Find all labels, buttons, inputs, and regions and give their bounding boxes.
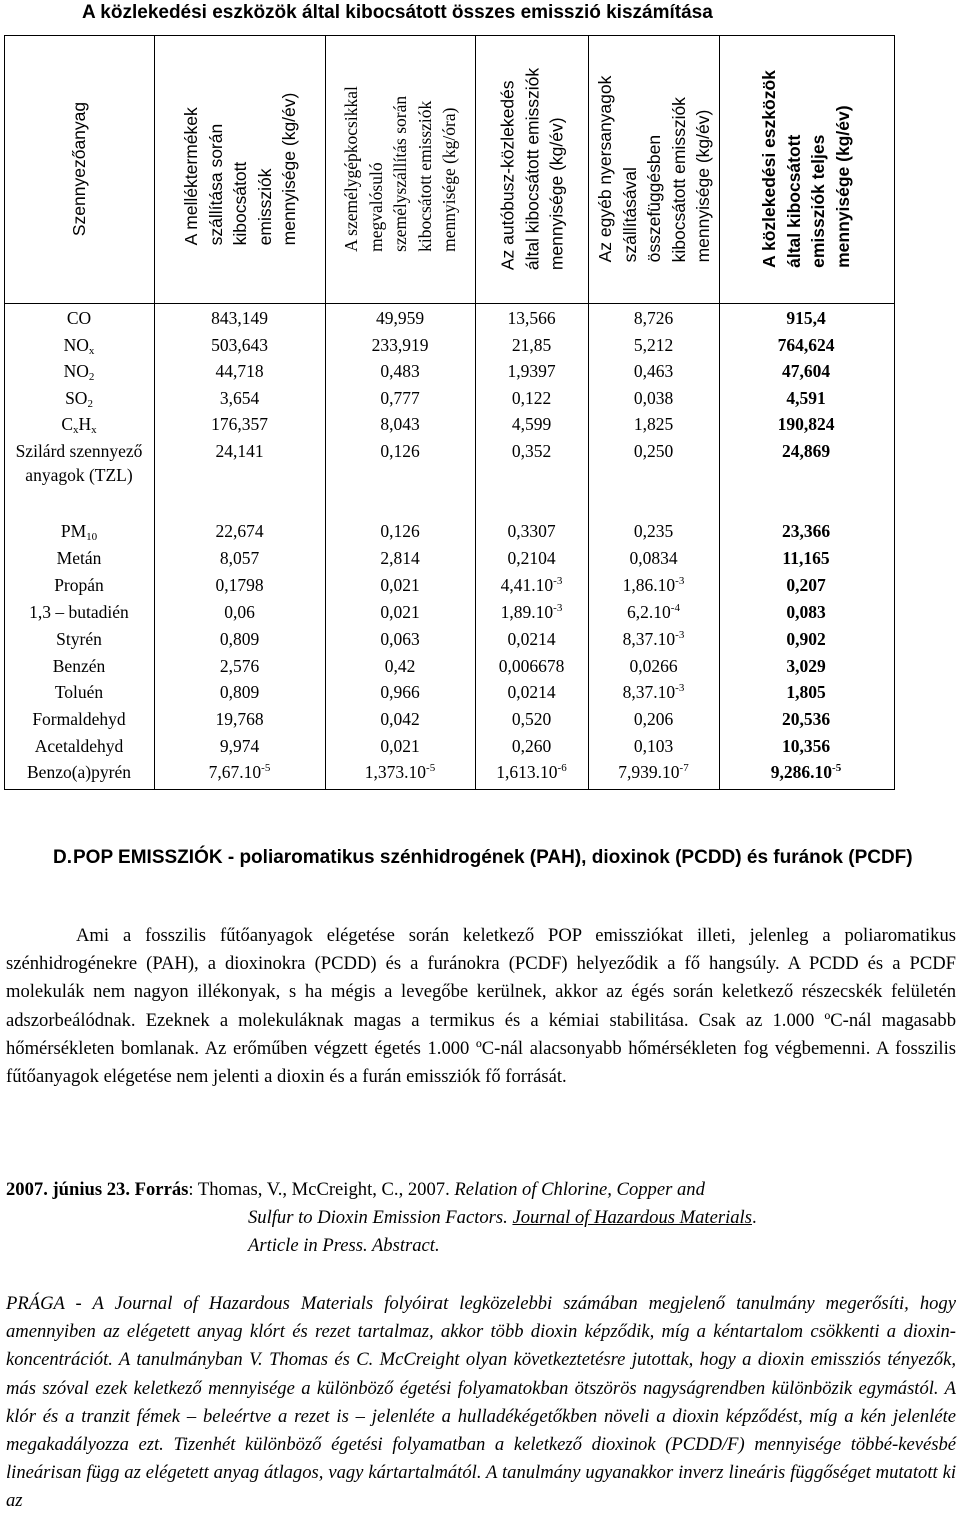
emission-value: 22,674 [215,521,264,541]
column-header-line: Szennyezőanyag [68,101,89,237]
source-citation: 2007. június 23. Forrás: Thomas, V., McCreight, C., 2007. Relation of Chlorine, Copper and Sulfur to Dioxin Emission Factors. Journal of Hazardous Materials. Article in Press. Abstract. [6,1176,956,1261]
source-label: Forrás [134,1179,189,1200]
total-emission-value: 24,869 [781,441,831,461]
pollutant-name: Toluén [54,682,104,702]
column-header-line: összefüggésben [643,134,664,263]
source-date: 2007. június 23. [6,1179,130,1200]
emission-value: 19,768 [215,709,264,729]
pollutant-name: Styrén [56,629,102,649]
emission-value: 5,212 [633,335,674,355]
total-emission-value: 1,805 [786,682,826,702]
emission-value: 0,122 [511,388,552,408]
emission-value: 176,357 [211,414,268,434]
emission-value: 0,021 [380,736,420,756]
emission-value: 21,85 [511,335,552,355]
emission-value: 0,352 [511,441,552,461]
emission-value: 1,825 [633,414,674,434]
emission-value: 0,2104 [507,548,556,568]
emission-value: 0,235 [633,521,674,541]
source-title-a: Relation of Chlorine, Copper and [454,1179,705,1200]
section-heading [53,845,943,870]
pollutant-name: Metán [56,548,102,568]
source-journal: Journal of Hazardous Materials [512,1207,752,1229]
emission-value: 0,966 [380,682,420,702]
pollutant-name: Benzo(a)pyrén [27,762,131,782]
emission-value: $1,373.10^{-5}$ [364,762,436,782]
paragraph-pop: Ami a fosszilis fűtőanyagok elégetése során keletkező POP emissziókat illeti, jelenleg a poliaromatikus szénhidrogénekre (PAH), a dioxinokra (PCDD) és a furánokra (PCDF) helyeződik a fő hangsúly. A PCDD és a PCDF molekulák nem nagyon illékonyak, s ha mégis a levegőbe kerülnek, akkor az égés során keletkező részecskék felületén adszorbeálódnak. Ezeknek a molekuláknak magas a termikus és a kémiai stabilitása. Csak az 1.000 ºC-nál magasabb hőmérsékleten bomlanak. Az erőműben végzett égetés 1.000 ºC-nál alacsonyabb hőmérsékleten fog végbemenni. A fosszilis fűtőanyagok elégetése nem jelenti a dioxin és a furán emissziók fő forrását. [6,925,956,1088]
emission-value: 843,149 [211,308,268,328]
emission-value: 503,643 [211,335,268,355]
emission-value: 0,260 [511,736,552,756]
emission-value: 233,919 [371,335,429,355]
pollutant-name: Szilárd szennyező anyagok (TZL) [15,441,143,485]
emission-value: $8,37.10^{-3}$ [622,629,685,649]
emission-value: 0,520 [511,709,552,729]
emission-value: 0,777 [380,388,420,408]
emission-value: 0,463 [633,361,674,381]
paragraph-praga: PRÁGA - A Journal of Hazardous Materials folyóirat legközelebbi számában megjelenő tanulmány megerősíti, hogy amennyiben az elégetett anyag klórt és rezet tartalmaz, akkor több dioxin képződik, míg a kéntartalom csökkenti a dioxin-koncentrációt. A tanulmányban V. Thomas és C. McCreight olyan következtetésre jutottak, hogy a dioxin emissziós tényezők, más szóval ezek keletkező mennyisége a különböző égetési folyamatokban ötszörös nagyságrendben különbözik egymástól. A klór és a tranzit fémek – beleértve a rezet is – jelenléte a hulladékégetőkben növeli a dioxin képződést, míg a kén jelenléte megakadályozza ezt. Tizenhét különböző égetési folyamatban a keletkező dioxinok (PCDD/F) mennyisége többé-kevésbé lineárisan függ az elégetett anyag átlagos, vagy kártartalmától. A tanulmány ugyanakkor inverz lineáris függőséget mutatott ki az [6,1293,956,1512]
emission-value: 0,250 [633,441,674,461]
column-header-line: A személygépkocsikkal [340,86,361,252]
emission-value: $7,939.10^{-7}$ [618,762,689,782]
emission-value: 13,566 [507,308,556,328]
column-header-line: megvalósuló [365,162,386,252]
column-header-line: emissziók [253,168,274,246]
emission-table [4,35,895,790]
emission-value: 49,959 [375,308,425,328]
column-header-line: személyszállítás során [389,95,410,252]
emission-value: 0,1798 [215,575,264,595]
pollutant-name: Propán [54,575,104,595]
pollutant-name: $C_xH_x$ [61,414,97,436]
pollutant-name: Acetaldehyd [34,736,124,756]
total-emission-value: 190,824 [777,414,835,434]
total-emission-value: 764,624 [777,335,835,355]
column-header-line: által kibocsátott emissziók [521,67,542,271]
emission-value: $7,67.10^{-5}$ [208,762,271,782]
pollutant-name: $NO_2$ [63,361,95,383]
column-header-line: A melléktermékek [180,107,201,246]
emission-value: 0,42 [384,656,416,676]
emission-value: 0,0214 [507,682,556,702]
column-header [588,35,719,303]
emission-value: 0,3307 [507,521,556,541]
source-title-b: Sulfur to Dioxin Emission Factors. [248,1207,508,1229]
emission-value: $1,86.10^{-3}$ [622,575,685,595]
emission-value: 0,06 [224,602,255,622]
emission-value: 0,063 [380,629,420,649]
emission-value: 0,206 [633,709,674,729]
emission-value: 0,021 [380,575,420,595]
total-emission-value: 23,366 [781,521,831,541]
pollutant-name: $NO_x$ [63,335,95,357]
total-emission-value: 915,4 [786,308,826,328]
column-header-line: Az egyéb nyersanyagok [594,75,615,263]
emission-value: 0,809 [219,629,260,649]
pollutant-name: Formaldehyd [32,709,126,729]
page-title: A közlekedési eszközök által kibocsátott összes emisszió kiszámítása [82,2,713,23]
emission-value: 44,718 [215,361,264,381]
total-emission-value: 4,591 [786,388,826,408]
pollutant-name: $PM_{10}$ [60,521,98,543]
column-header [475,35,588,303]
emission-value: $8,37.10^{-3}$ [622,682,685,702]
column-header-line: emissziók teljes [808,134,828,268]
emission-value: $1,613.10^{-6}$ [496,762,567,782]
pollutant-name: 1,3 – butadién [29,602,129,622]
column-header-line: kibocsátott emissziók [667,97,688,263]
total-emission-value: 0,902 [786,629,826,649]
pollutant-name: Benzén [52,656,106,676]
column-header-line: mennyisége (kg/év) [832,105,853,268]
column-header-line: által kibocsátott [783,134,804,268]
emission-value: 24,141 [215,441,264,461]
emission-value: $1,89.10^{-3}$ [500,602,563,622]
emission-value: 3,654 [219,388,260,408]
total-emission-value: 11,165 [782,548,830,568]
emission-value: 4,599 [511,414,552,434]
emission-value: 0,126 [380,441,420,461]
total-emission-value: 3,029 [786,656,826,676]
pollutant-name: CO [66,308,92,328]
emission-value: 0,006678 [498,656,565,676]
column-header-line: Az autóbusz-közlekedés [496,80,517,271]
column-header-line: szállításával [618,167,639,263]
column-header [325,35,475,303]
total-emission-value: 47,604 [781,361,831,381]
emission-value: 0,0266 [629,656,678,676]
column-header-line: mennyisége (kg/év) [545,117,566,271]
source-tail: Article in Press. Abstract. [248,1235,440,1257]
column-header-line: mennyisége (kg/év) [692,109,713,263]
emission-value: 0,103 [633,736,674,756]
emission-value: 0,126 [380,521,420,541]
pollutant-name: $SO_2$ [65,388,93,410]
total-emission-value: 0,083 [786,602,826,622]
emission-value: 0,483 [380,361,420,381]
total-emission-value: 0,207 [786,575,826,595]
emission-value: 0,038 [633,388,674,408]
column-header-line: kibocsátott [229,161,250,246]
emission-value: 0,0214 [507,629,556,649]
column-header [4,35,154,303]
emission-value: 0,809 [219,682,260,702]
emission-value: 8,043 [380,414,420,434]
emission-value: 0,042 [380,709,420,729]
column-header-line: kibocsátott emissziók [414,100,435,252]
header-divider [4,303,895,304]
column-header-line: szállítása során [204,123,225,246]
emission-value: 0,0834 [629,548,678,568]
emission-value: 2,814 [380,548,420,568]
emission-value: $6,2.10^{-4}$ [627,602,680,622]
emission-value: 8,057 [219,548,260,568]
emission-value: 8,726 [633,308,674,328]
section-title: POP EMISSZIÓK - poliaromatikus szénhidrogének (PAH), dioxinok (PCDD) és furánok (PCDF) [73,847,913,868]
column-header [719,35,893,303]
column-header [154,35,325,303]
emission-value: 0,021 [380,602,420,622]
total-emission-value: 20,536 [781,709,831,729]
column-header-line: mennyisége (kg/év) [278,92,299,246]
emission-value: 9,974 [219,736,260,756]
column-header-line: A közlekedési eszközök [759,70,779,268]
emission-value: 2,576 [219,656,260,676]
emission-value: 1,9397 [507,361,556,381]
section-label: D. [53,847,72,868]
source-authors: : Thomas, V., McCreight, C., 2007. [188,1179,450,1200]
total-emission-value: 10,356 [781,736,831,756]
column-header-line: mennyisége (kg/óra) [438,107,459,252]
total-emission-value: $9,286.10^{-5}$ [770,762,842,782]
emission-value: $4,41.10^{-3}$ [500,575,563,595]
